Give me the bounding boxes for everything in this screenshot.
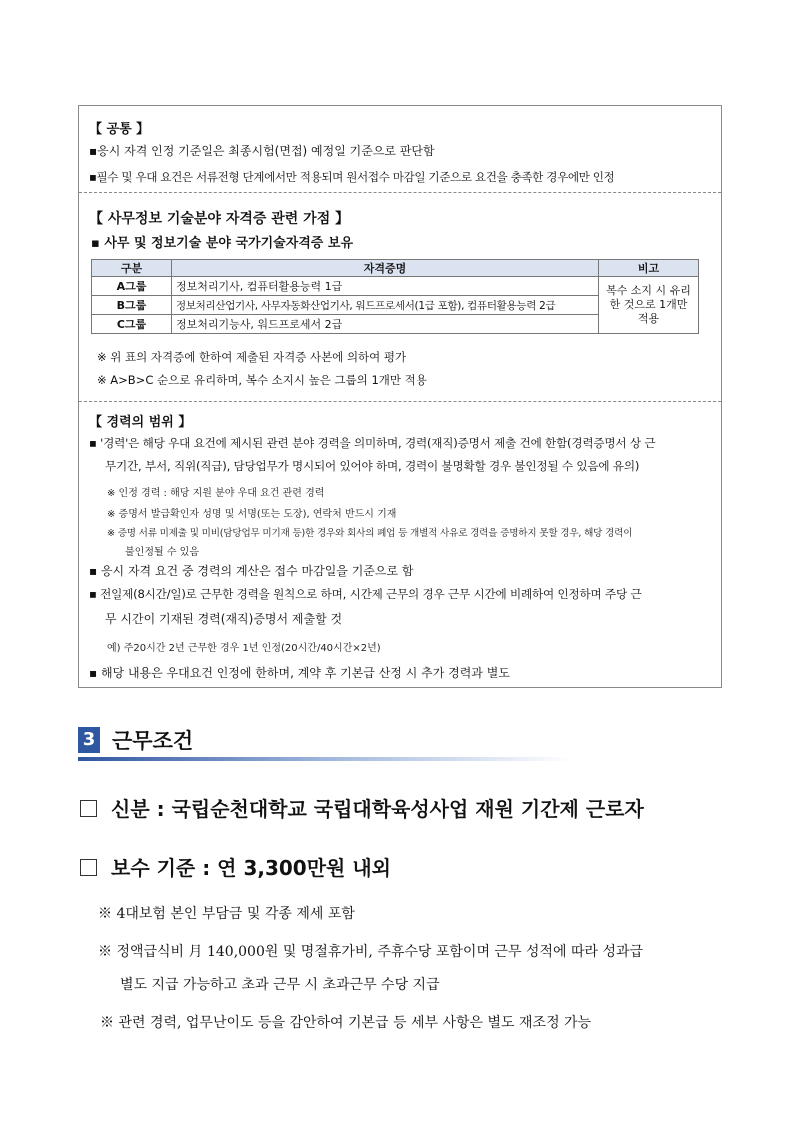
pay-note-2a: ※ 정액급식비 月 140,000원 및 명절휴가비, 주휴수당 포함이며 근무 성적에 따라 성과급: [98, 944, 644, 960]
table-row: [92, 277, 699, 296]
common-item-1: ▪응시 자격 인정 기준일은 최종시험(면접) 예정일 기준으로 판단함: [89, 144, 435, 158]
cert-header: 【 사무정보 기술분야 자격증 관련 가점 】: [89, 211, 350, 227]
pay-note-2b: 별도 지급 가능하고 초과 근무 시 초과근무 수당 지급: [120, 977, 440, 993]
certs-b: 정보처리산업기사, 사무자동화산업기사, 워드프로세서(1급 포함), 컴퓨터활용능력 2급: [172, 296, 599, 315]
divider: [79, 192, 721, 193]
group-c: C그룹: [92, 315, 172, 334]
group-a: A그룹: [92, 277, 172, 296]
common-item-2: ▪필수 및 우대 요건은 서류전형 단계에서만 적용되며 원서접수 마감일 기준으로 요건을 충족한 경우에만 인정: [89, 170, 615, 184]
status-text: 신분 : 국립순천대학교 국립대학육성사업 재원 기간제 근로자: [111, 797, 644, 821]
career-sub-2: ※ 증명서 발급확인자 성명 및 서명(또는 도장), 연락처 반드시 기재: [107, 509, 397, 520]
career-item-3a: ▪ 전일제(8시간/일)로 근무한 경력을 원칙으로 하며, 시간제 근무의 경우 근무 시간에 비례하여 인정하며 주당 근: [89, 587, 642, 601]
common-header: 【 공통 】: [89, 122, 150, 137]
career-sub-1: ※ 인정 경력 : 해당 지원 분야 우대 요건 관련 경력: [107, 488, 325, 499]
career-item-1b: 무기간, 부서, 직위(직급), 담당업무가 명시되어 있어야 하며, 경력이 불명확할 경우 불인정될 수 있음에 유의): [105, 459, 640, 473]
career-sub-3b: 불인정될 수 있음: [125, 547, 199, 558]
col-group: 구분: [92, 260, 172, 277]
section-title: 근무조건: [112, 729, 194, 753]
career-item-1a: ▪ '경력'은 해당 우대 요건에 제시된 관련 분야 경력을 의미하며, 경력(재직)증명서 제출 건에 한함(경력증명서 상 근: [89, 436, 656, 450]
pay-note-3: ※ 관련 경력, 업무난이도 등을 감안하여 기본급 등 세부 사항은 별도 재조정 가능: [100, 1015, 592, 1031]
status-line: [80, 793, 644, 822]
pay-line: [80, 852, 391, 881]
cert-note-1: ※ 위 표의 자격증에 한하여 제출된 자격증 사본에 의하여 평가: [97, 350, 407, 364]
certs-a: 정보처리기사, 컴퓨터활용능력 1급: [172, 277, 599, 296]
certs-c: 정보처리기능사, 워드프로세서 2급: [172, 315, 599, 334]
cert-note-2: ※ A>B>C 순으로 유리하며, 복수 소지시 높은 그룹의 1개만 적용: [97, 373, 427, 387]
section-number: 3: [78, 727, 100, 753]
group-b: B그룹: [92, 296, 172, 315]
col-remark: 비고: [599, 260, 699, 277]
career-header: 【 경력의 범위 】: [89, 415, 192, 430]
pay-text: 보수 기준 : 연 3,300만원 내외: [111, 856, 391, 880]
career-example: 예) 주20시간 2년 근무한 경우 1년 인정(20시간/40시간×2년): [107, 643, 381, 654]
cert-sub: ▪ 사무 및 정보기술 분야 국가기술자격증 보유: [91, 236, 354, 251]
checkbox-square-icon: [80, 859, 97, 876]
divider: [79, 401, 721, 402]
career-item-2: ▪ 응시 자격 요건 중 경력의 계산은 접수 마감일을 기준으로 함: [89, 564, 414, 578]
section-underline: [78, 757, 573, 761]
cert-table: [91, 259, 699, 334]
remark-cell: 복수 소지 시 유리한 것으로 1개만 적용: [599, 277, 699, 334]
career-item-3b: 무 시간이 기재된 경력(재직)증명서 제출할 것: [105, 612, 343, 626]
eligibility-box: [78, 105, 722, 688]
col-certs: 자격증명: [172, 260, 599, 277]
checkbox-square-icon: [80, 800, 97, 817]
pay-note-1: ※ 4대보험 본인 부담금 및 각종 제세 포함: [98, 906, 355, 922]
career-item-4: ▪ 해당 내용은 우대요건 인정에 한하며, 계약 후 기본급 산정 시 추가 경력과 별도: [89, 666, 510, 680]
career-sub-3a: ※ 증명 서류 미제출 및 미비(담당업무 미기재 등)한 경우와 회사의 폐업 등 개별적 사유로 경력을 증명하지 못할 경우, 해당 경력이: [107, 528, 633, 539]
